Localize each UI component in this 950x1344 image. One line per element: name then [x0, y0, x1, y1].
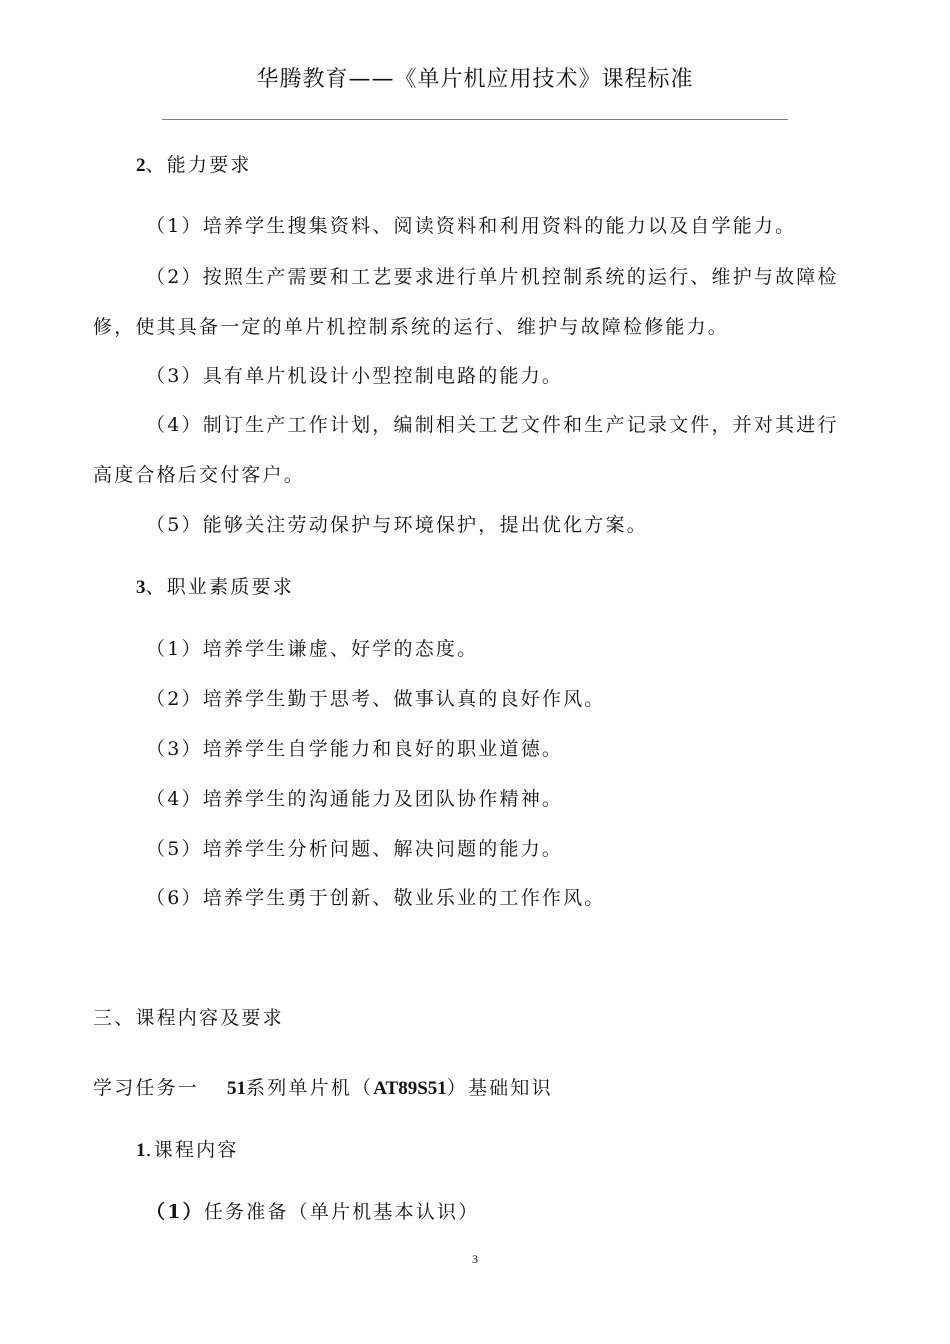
ability-item-2: （2）按照生产需要和工艺要求进行单片机控制系统的运行、维护与故障检 — [146, 266, 839, 288]
quality-item-1: （1）培养学生谦虚、好学的态度。 — [146, 638, 479, 660]
ability-item-3: （3）具有单片机设计小型控制电路的能力。 — [146, 365, 564, 387]
quality-item-4: （4）培养学生的沟通能力及团队协作精神。 — [146, 788, 564, 810]
ability-item-5: （5）能够关注劳动保护与环境保护，提出优化方案。 — [146, 514, 648, 536]
content-item-1 — [146, 1197, 479, 1224]
ability-item-1: （1）培养学生搜集资料、阅读资料和利用资料的能力以及自学能力。 — [146, 215, 797, 237]
content-item-1-text: 任务准备（单片机基本认识） — [203, 1201, 480, 1223]
quality-heading-text: 、职业素质要求 — [145, 576, 294, 598]
task-1-model: AT89S51 — [373, 1078, 447, 1099]
task-1-series-number: 51 — [227, 1078, 247, 1099]
quality-item-2: （2）培养学生勤于思考、做事认真的良好作风。 — [146, 688, 606, 710]
task-1-mid: 系列单片机（ — [246, 1077, 374, 1099]
ability-item-2-continued: 修，使其具备一定的单片机控制系统的运行、维护与故障检修能力。 — [93, 316, 730, 338]
content-heading — [136, 1135, 239, 1162]
ability-heading-number: 2 — [136, 155, 146, 176]
task-1-title — [93, 1073, 553, 1100]
section-3-title: 三、课程内容及要求 — [93, 1007, 284, 1029]
ability-item-4-continued: 高度合格后交付客户。 — [93, 464, 306, 486]
quality-heading — [136, 572, 294, 599]
ability-heading-text: 、能力要求 — [145, 154, 252, 176]
quality-item-5: （5）培养学生分析问题、解决问题的能力。 — [146, 838, 564, 860]
ability-heading — [136, 150, 252, 177]
quality-item-6: （6）培养学生勇于创新、敬业乐业的工作作风。 — [146, 887, 606, 909]
quality-item-3: （3）培养学生自学能力和良好的职业道德。 — [146, 738, 564, 760]
ability-item-4: （4）制订生产工作计划，编制相关工艺文件和生产记录文件，并对其进行 — [146, 414, 839, 436]
content-heading-text: .课程内容 — [145, 1139, 239, 1161]
header-divider — [162, 119, 788, 120]
content-item-1-number: （1） — [146, 1201, 204, 1223]
content-heading-number: 1 — [136, 1140, 146, 1161]
page-header-title: 华腾教育——《单片机应用技术》课程标准 — [256, 67, 694, 92]
quality-heading-number: 3 — [136, 577, 146, 598]
task-1-prefix: 学习任务一 — [93, 1077, 200, 1099]
task-1-suffix: ）基础知识 — [446, 1077, 553, 1099]
page-number: 3 — [472, 1252, 478, 1266]
